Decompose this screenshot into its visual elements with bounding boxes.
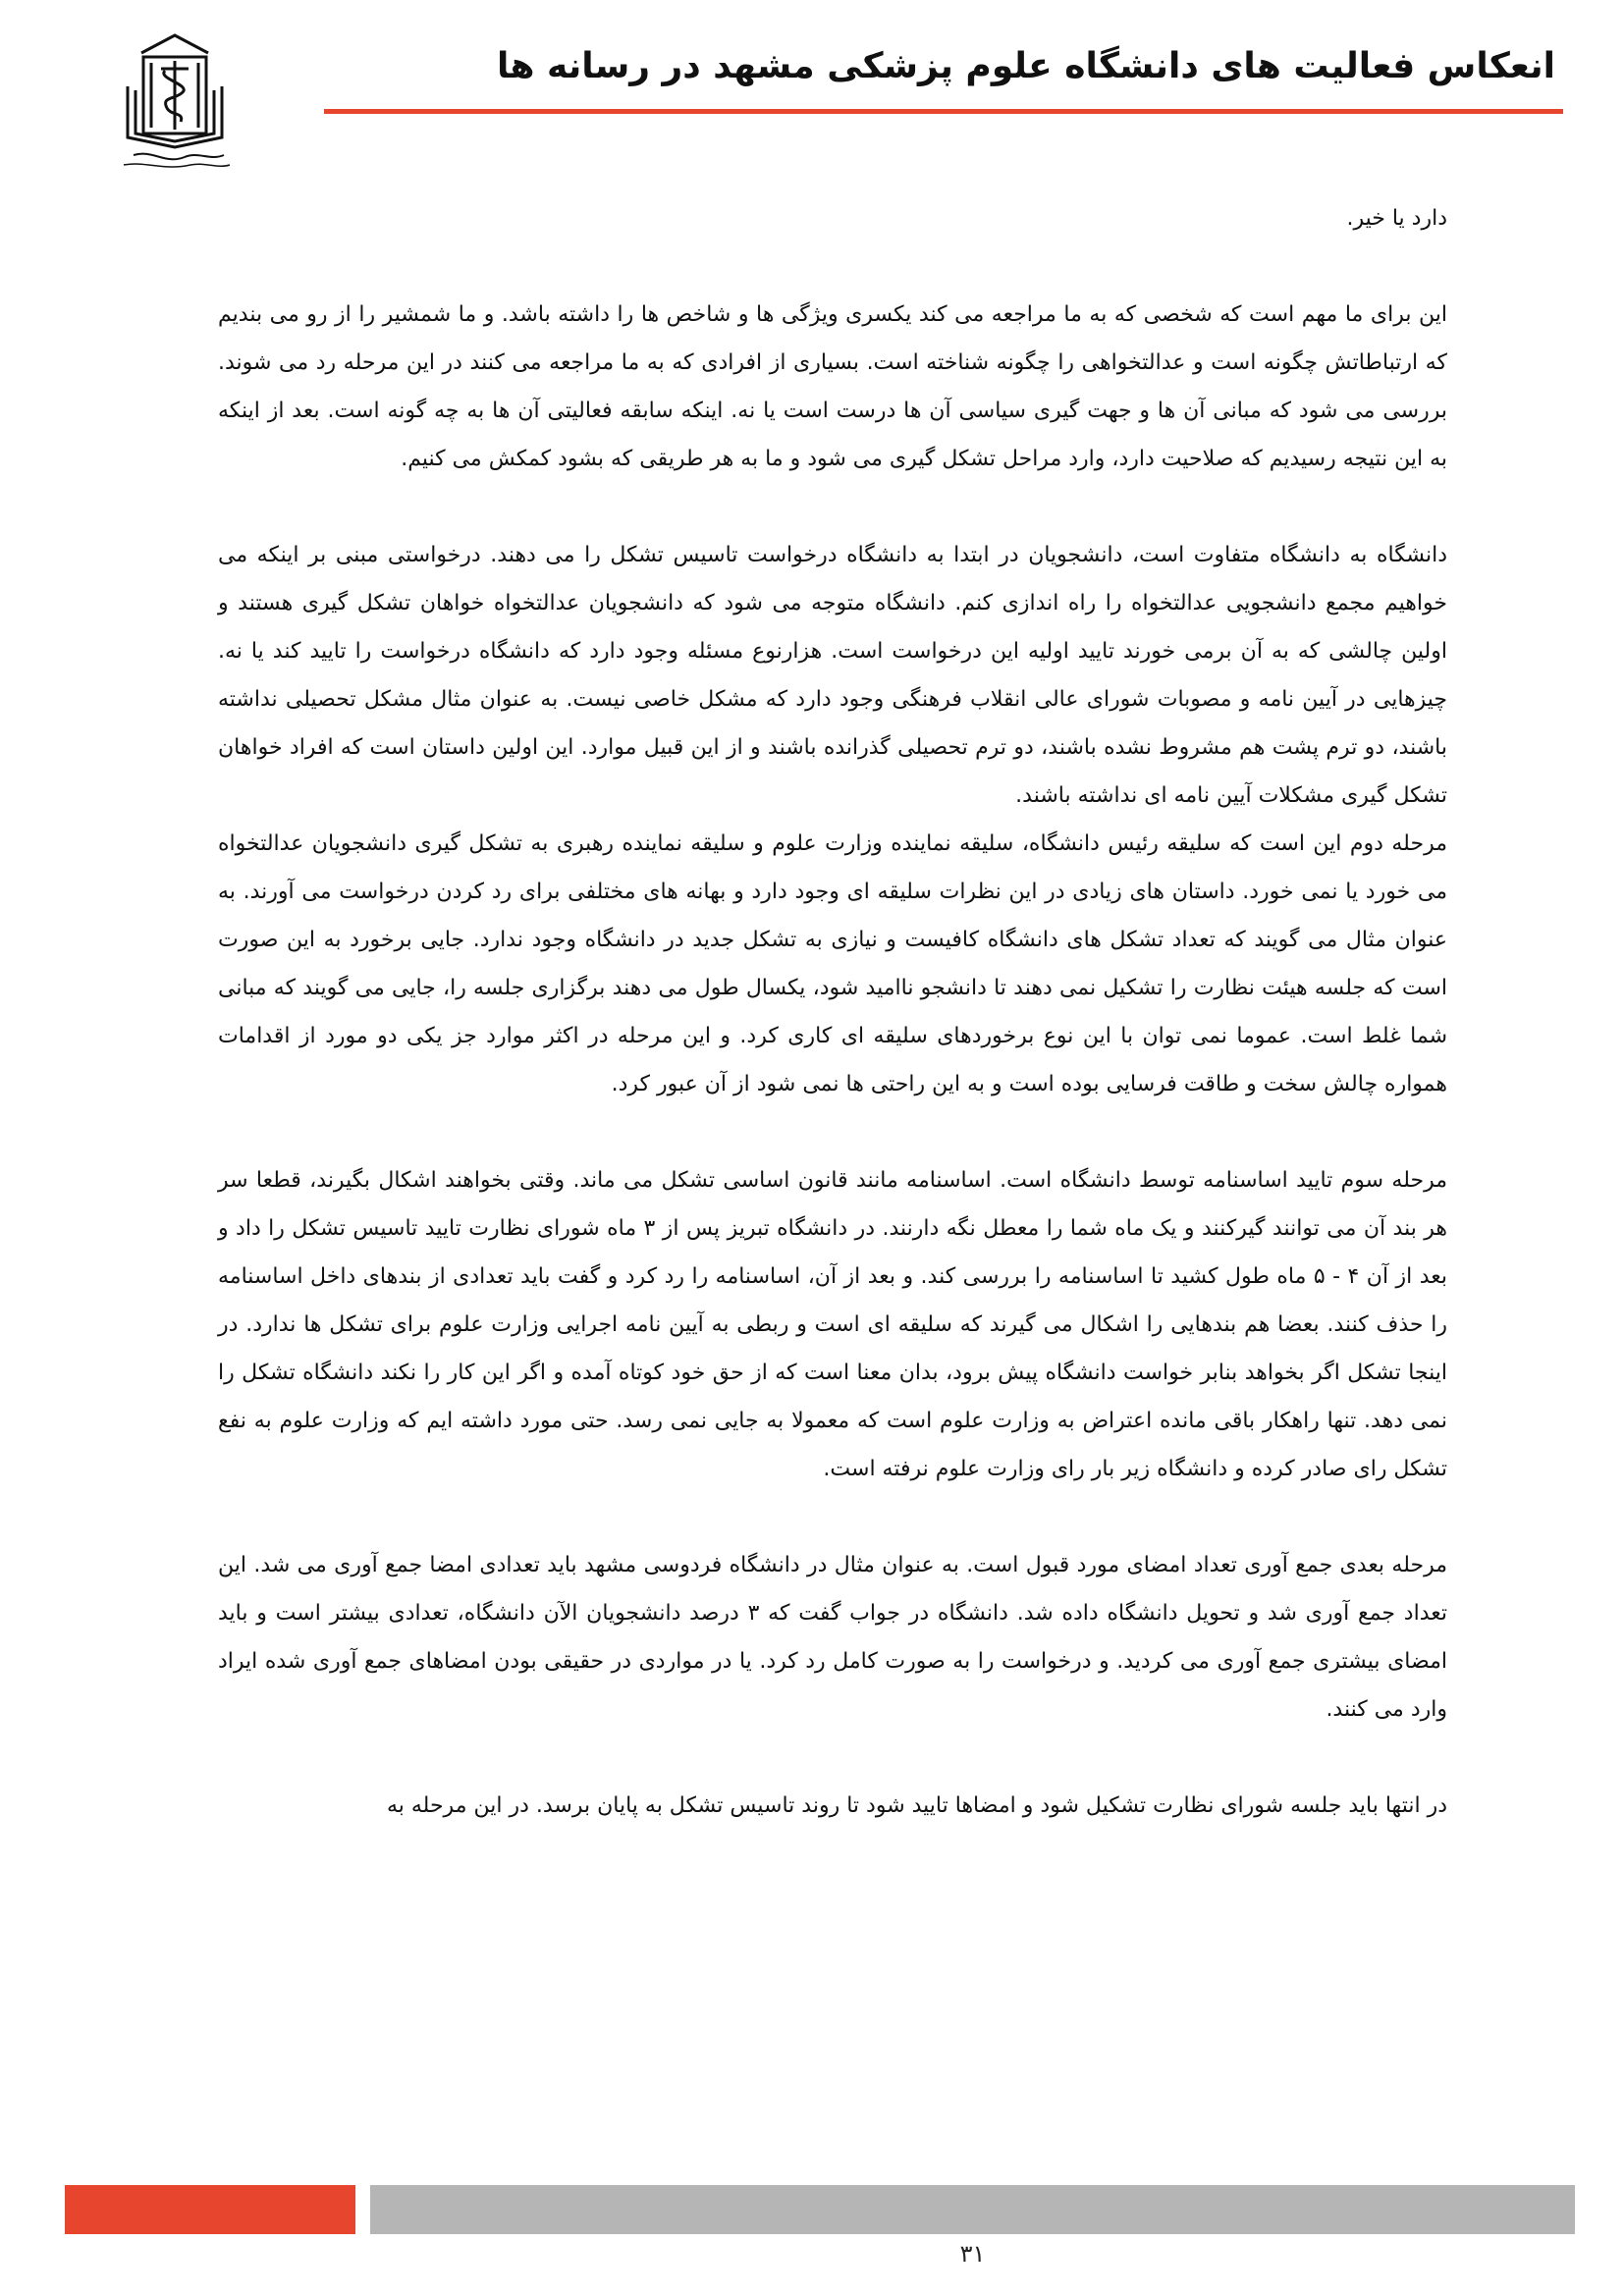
paragraph-4: مرحله دوم این است که سلیقه رئیس دانشگاه، سلیقه نماینده وزارت علوم و سلیقه نماینده رهبری به تشکل گیری دانشجویان عدالتخواه می خورد یا نمی خورد. داستان های زیادی در این نظرات سلیقه ای وجود دارد و بهانه های مختلفی برای رد کردن درخواست می آورند. به عنوان مثال می گویند که تعداد تشکل های دانشگاه کافیست و نیازی به تشکل جدید در دانشگاه وجود ندارد. جایی برخورد به این صورت است که جلسه هیئت نظارت را تشکیل نمی دهند تا دانشجو ناامید شود، یکسال طول می دهند برگزاری جلسه را، جایی می گویند که مبانی شما غلط است. عموما نمی توان با این نوع برخوردهای سلیقه ای کاری کرد. و این مرحله در اکثر موارد جز یکی دو مورد از اقدامات همواره چالش سخت و طاقت فرسایی بوده است و به این راحتی ها نمی شود از آن عبور کرد. — [218, 831, 1447, 1096]
page-number: ۳۱ — [959, 2240, 986, 2268]
paragraph-3: دانشگاه به دانشگاه متفاوت است، دانشجویان در ابتدا به دانشگاه درخواست تاسیس تشکل را می دهند. درخواستی مبنی بر اینکه می خواهیم مجمع دانشجویی عدالتخواه را راه اندازی کنم. دانشگاه متوجه می شود که دانشجویان عدالتخواه خواهان تشکل گیری هستند و اولین چالشی که به آن برمی خورند تایید اولیه این درخواست است. هزارنوع مسئله وجود دارد که دانشگاه درخواست را تایید کند یا نه. چیزهایی در آیین نامه و مصوبات شورای عالی انقلاب فرهنگی وجود دارد که مشکل خاصی نیست. به عنوان مثال مشکل تحصیلی نداشته باشند، دو ترم پشت هم مشروط نشده باشند، دو ترم تحصیلی گذرانده باشند و از این قبیل موارد. این اولین داستان است که افراد خواهان تشکل گیری مشکلات آیین نامه ای نداشته باشند. — [218, 543, 1447, 808]
university-emblem-icon — [106, 27, 244, 175]
paragraph-6: مرحله بعدی جمع آوری تعداد امضای مورد قبول است. به عنوان مثال در دانشگاه فردوسی مشهد باید تعدادی امضا جمع آوری می شد. این تعداد جمع آوری شد و تحویل دانشگاه داده شد. دانشگاه در جواب گفت که ۳ درصد دانشجویان الآن دانشگاه، تعدادی بیشتر است و باید امضای بیشتری جمع آوری می کردید. و درخواست را به صورت کامل رد کرد. یا در مواردی در حقیقی بودن امضاهای جمع آوری شده ایراد وارد می کنند. — [218, 1553, 1447, 1722]
footer-gray-bar — [370, 2185, 1575, 2234]
footer-red-bar — [65, 2185, 355, 2234]
paragraph-1: دارد یا خیر. — [1346, 206, 1447, 231]
university-logo — [106, 27, 244, 175]
paragraph-2: این برای ما مهم است که شخصی که به ما مراجعه می کند یکسری ویژگی ها و شاخص ها را داشته باشد. و ما شمشیر را از رو می بندیم که ارتباطاتش چگونه است و عدالتخواهی را چگونه شناخته است. بسیاری از افرادی که به ما مراجعه می کنند در این مرحله رد می شوند. بررسی می شود که مبانی آن ها و جهت گیری سیاسی آن ها درست است یا نه. اینکه سابقه فعالیتی آن ها به چه گونه است. بعد از اینکه به این نتیجه رسیدیم که صلاحیت دارد، وارد مراحل تشکل گیری می شود و ما به هر طریقی که بشود کمکش می کنیم. — [218, 302, 1447, 471]
paragraph-5: مرحله سوم تایید اساسنامه توسط دانشگاه است. اساسنامه مانند قانون اساسی تشکل می ماند. وقتی بخواهند اشکال بگیرند، قطعا سر هر بند آن می توانند گیرکنند و یک ماه شما را معطل نگه دارنند. در دانشگاه تبریز پس از ۳ ماه شورای نظارت تایید تاسیس تشکل را داد و بعد از آن ۴ - ۵ ماه طول کشید تا اساسنامه را بررسی کند. و بعد از آن، اساسنامه را رد کرد و گفت باید تعدادی از بندهای داخل اساسنامه را حذف کنند. بعضا هم بندهایی را اشکال می گیرند که سلیقه ای است و ربطی به آیین نامه اجرایی وزارت علوم برای تشکل ها ندارد. در اینجا تشکل اگر بخواهد بنابر خواست دانشگاه پیش برود، بدان معنا است که از حق خود کوتاه آمده و اگر این کار را نکند دانشگاه تشکل را نمی دهد. تنها راهکار باقی مانده اعتراض به وزارت علوم است که معمولا به جایی نمی رسد. حتی مورد داشته ایم که وزارت علوم به نفع تشکل رای صادر کرده و دانشگاه زیر بار رای وزارت علوم نرفته است. — [218, 1168, 1447, 1481]
paragraph-7: در انتها باید جلسه شورای نظارت تشکیل شود و امضاها تایید شود تا روند تاسیس تشکل به پایان برسد. در این مرحله به — [386, 1793, 1447, 1818]
header-title: انعکاس فعالیت های دانشگاه علوم پزشکی مشهد در رسانه ها — [496, 46, 1555, 86]
header-divider — [324, 109, 1563, 114]
article-body — [218, 194, 1447, 1830]
